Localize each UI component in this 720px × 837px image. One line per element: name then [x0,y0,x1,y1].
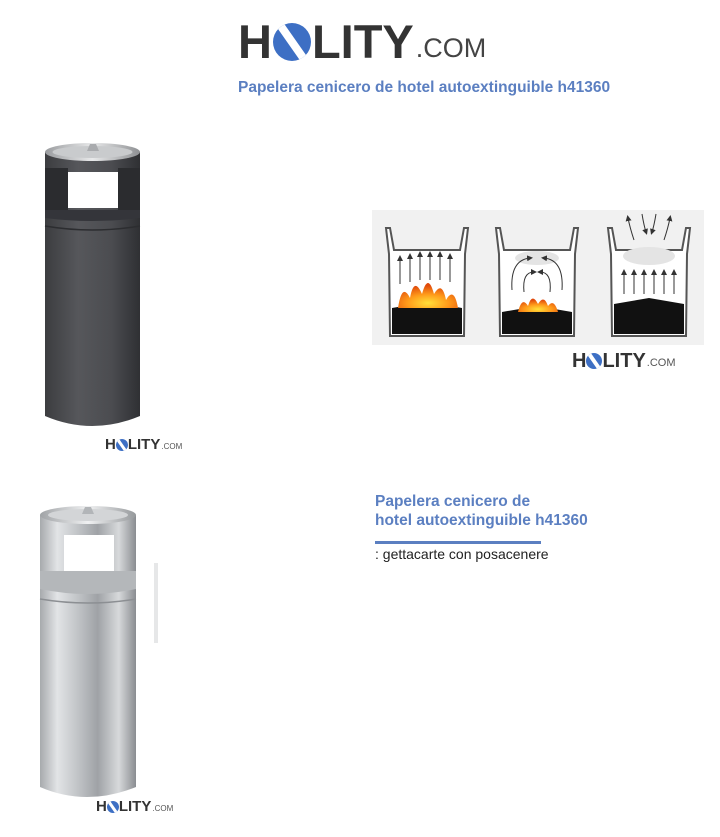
holity-logo-small-1 [105,437,182,452]
self-extinguishing-diagram [372,210,704,345]
logo-o-icon [116,439,128,451]
description-divider [375,541,541,544]
logo-text-h: H [96,798,107,815]
logo-domain: .COM [161,442,183,451]
holity-logo[interactable] [238,15,487,68]
holity-logo-small-3 [96,799,173,814]
logo-domain: .COM [415,33,487,63]
logo-domain: .COM [646,357,676,369]
logo-o-icon [273,23,311,61]
logo-o-icon [107,801,119,813]
logo-o-icon [586,353,602,369]
description-title-line1: Papelera cenicero de [375,493,531,510]
logo-text-h: H [105,436,116,453]
product-subtitle: Papelera cenicero de hotel autoextinguible h41360 [238,79,611,96]
logo-text-h: H [572,350,587,372]
logo-text-lity: LITY [602,350,646,372]
description-title [375,492,675,530]
dark-bin-image [40,140,146,432]
logo-text-lity: LITY [127,436,161,453]
logo-text-h: H [238,15,272,68]
description-title-line2: hotel autoextinguible h41360 [375,512,588,529]
logo-text-lity: LITY [118,798,152,815]
logo-text-lity: LITY [311,15,414,68]
holity-logo-small-2 [572,351,676,371]
logo-domain: .COM [152,804,174,813]
description-text: : gettacarte con posacenere [375,546,549,562]
steel-bin-image [36,503,162,805]
